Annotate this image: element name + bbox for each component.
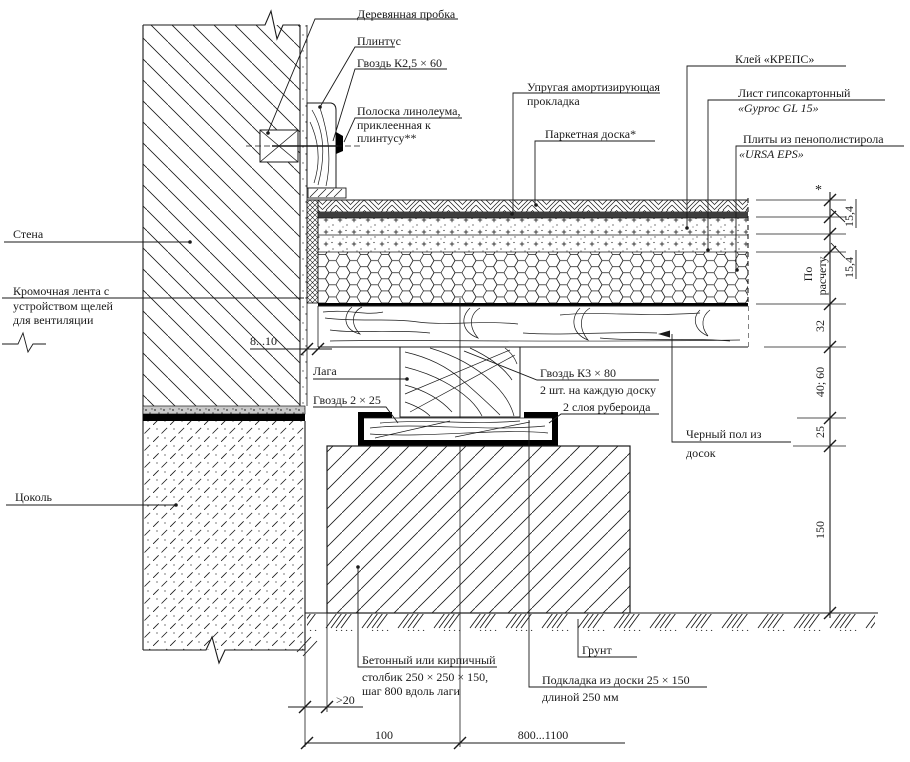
dim-calc-1: По [801, 266, 815, 282]
label-elastic-2: прокладка [527, 94, 580, 108]
label-ground: Грунт [582, 643, 612, 657]
label-edge-tape-3: для вентиляции [13, 313, 94, 327]
label-glue: Клей «КРЕПС» [735, 52, 815, 66]
dim-800-1100: 800...1100 [517, 728, 569, 742]
dim-gap-20: >20 [336, 693, 355, 707]
label-post-1: Бетонный или кирпичный [362, 653, 496, 667]
label-linoleum-1: Полоска линолеума, [357, 104, 461, 118]
label-wall: Стена [13, 227, 44, 241]
label-parquet: Паркетная доска* [545, 127, 637, 141]
dim-150: 150 [813, 521, 827, 539]
dim-15-4-a: 15,4 [842, 206, 856, 227]
label-edge-tape-1: Кромочная лента с [13, 284, 110, 298]
waterproofing-layer [143, 406, 305, 421]
label-pad-1: Подкладка из доски 25 × 150 [542, 673, 690, 687]
parquet-layer [318, 200, 748, 212]
label-plinth: Плинтус [357, 34, 401, 48]
linoleum-strip [336, 132, 343, 154]
label-gypsum-2: «Gyproc GL 15» [738, 101, 819, 115]
socle-section [143, 421, 305, 663]
subfloor-boards [318, 306, 748, 347]
gypsum-layer-2 [318, 235, 748, 252]
label-linoleum-3: плинтусу** [357, 131, 417, 145]
edge-tape-layer [307, 200, 318, 303]
dim-32: 32 [813, 320, 827, 332]
label-post-3: шаг 800 вдоль лаги [362, 684, 460, 698]
label-edge-tape-2: устройством щелей [13, 299, 113, 313]
dim-gap-8-10: 8...10 [250, 334, 277, 348]
label-gypsum-1: Лист гипсокартонный [738, 86, 851, 100]
eps-layer [318, 252, 748, 303]
label-subfloor-1: Черный пол из [686, 427, 762, 441]
elastic-gasket-layer [318, 212, 748, 218]
label-ruberoid: 2 слоя рубероида [563, 400, 651, 414]
rotated-dimension-texts [801, 199, 856, 539]
label-wooden-plug: Деревянная пробка [357, 7, 456, 21]
ground [305, 613, 878, 631]
dim-star: * [815, 183, 822, 198]
dim-100: 100 [375, 728, 393, 742]
label-socle: Цоколь [15, 490, 53, 504]
dim-15-4-b: 15,4 [842, 257, 856, 278]
label-eps-2: «URSA EPS» [739, 147, 804, 161]
label-linoleum-2: приклеенная к [357, 118, 431, 132]
label-subfloor-2: досок [686, 446, 716, 460]
post-block [327, 446, 630, 613]
gypsum-layer-1 [318, 218, 748, 235]
label-eps-1: Плиты из пенополистирола [743, 132, 884, 146]
label-post-2: столбик 250 × 250 × 150, [362, 670, 489, 684]
label-joist: Лага [313, 364, 337, 378]
label-nail-k3-1: Гвоздь К3 × 80 [540, 366, 616, 380]
label-elastic-1: Упругая амортизирующая [527, 80, 660, 94]
dim-calc-2: расчету [815, 256, 829, 296]
label-nail-k25: Гвоздь К2,5 × 60 [357, 56, 442, 70]
label-nail-k3-2: 2 шт. на каждую доску [540, 383, 657, 397]
dim-25: 25 [813, 426, 827, 438]
label-pad-2: длиной 250 мм [542, 690, 619, 704]
right-dimension-chain [756, 192, 846, 619]
label-nail-2x25: Гвоздь 2 × 25 [313, 393, 381, 407]
dim-40-60: 40; 60 [813, 366, 827, 398]
